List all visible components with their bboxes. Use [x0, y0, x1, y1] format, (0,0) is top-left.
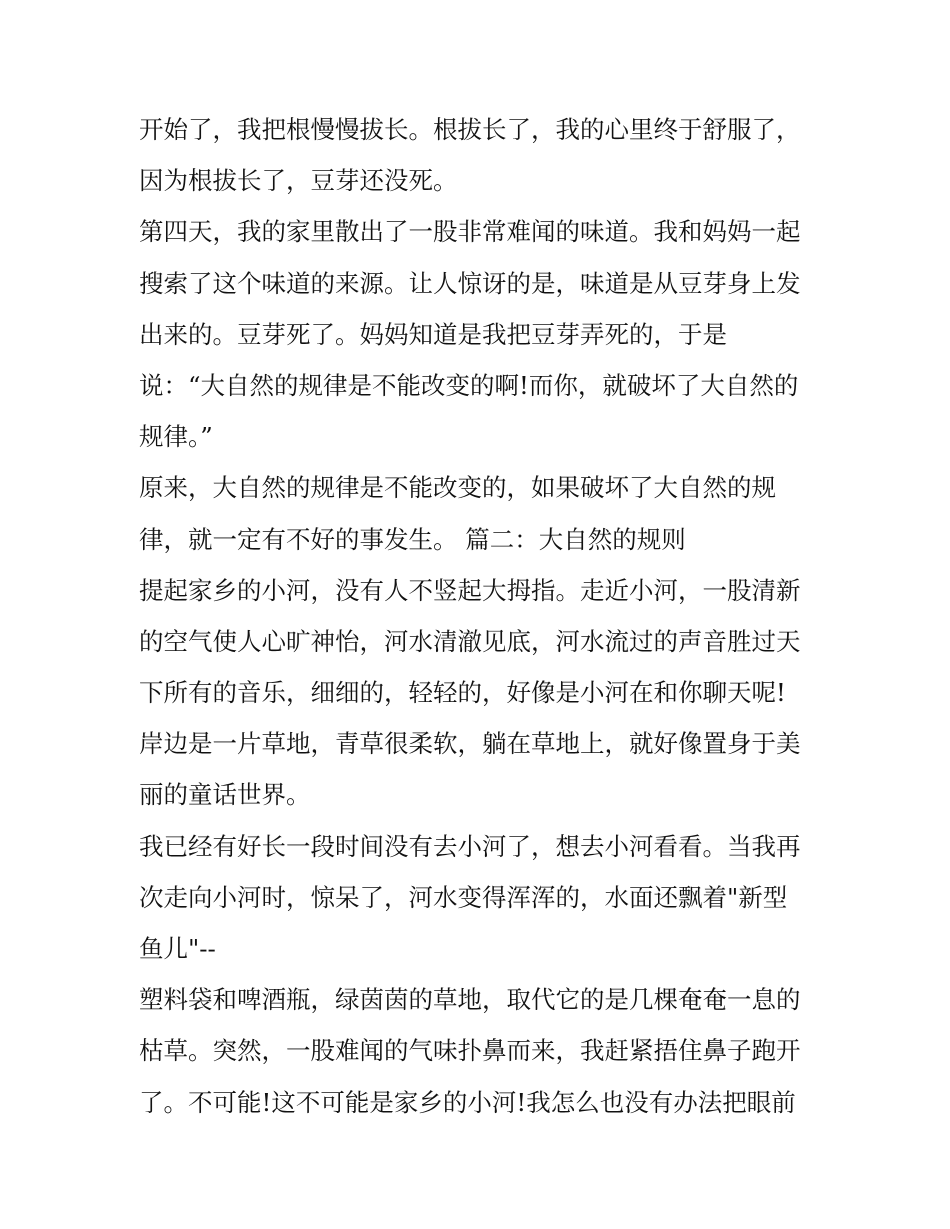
text-line: 律，就一定有不好的事发生。 篇二：大自然的规则 — [139, 524, 686, 554]
text-line: 次走向小河时，惊呆了，河水变得浑浑的，水面还飘着"新型 — [139, 882, 788, 912]
text-line: 因为根拔长了，豆芽还没死。 — [139, 166, 458, 196]
text-line: 下所有的音乐，细细的，轻轻的，好像是小河在和你聊天呢! — [139, 678, 786, 708]
text-line: 说：“大自然的规律是不能改变的啊!而你，就破坏了大自然的 — [139, 370, 799, 400]
text-line: 了。不可能!这不可能是家乡的小河!我怎么也没有办法把眼前 — [139, 1087, 796, 1117]
text-line: 规律。” — [139, 422, 213, 452]
text-line: 我已经有好长一段时间没有去小河了，想去小河看看。当我再 — [139, 831, 801, 861]
text-line: 的空气使人心旷神怡，河水清澈见底，河水流过的声音胜过天 — [139, 626, 801, 656]
text-line: 开始了，我把根慢慢拔长。根拔长了，我的心里终于舒服了， — [139, 115, 801, 144]
body-text — [139, 104, 839, 1128]
text-line: 第四天，我的家里散出了一股非常难闻的味道。我和妈妈一起 — [139, 217, 801, 247]
text-line: 塑料袋和啤酒瓶，绿茵茵的草地，取代它的是几棵奄奄一息的 — [139, 985, 801, 1015]
text-line: 原来，大自然的规律是不能改变的，如果破坏了大自然的规 — [139, 473, 776, 503]
text-line: 搜索了这个味道的来源。让人惊讶的是，味道是从豆芽身上发 — [139, 268, 801, 298]
text-line: 枯草。突然，一股难闻的气味扑鼻而来，我赶紧捂住鼻子跑开 — [139, 1036, 801, 1066]
text-line: 岸边是一片草地，青草很柔软，躺在草地上，就好像置身于美 — [139, 729, 801, 759]
text-line: 提起家乡的小河，没有人不竖起大拇指。走近小河，一股清新 — [139, 575, 801, 605]
text-line: 出来的。豆芽死了。妈妈知道是我把豆芽弄死的，于是 — [139, 319, 727, 349]
text-line: 鱼儿"-- — [139, 934, 216, 963]
text-line: 丽的童话世界。 — [139, 780, 311, 810]
